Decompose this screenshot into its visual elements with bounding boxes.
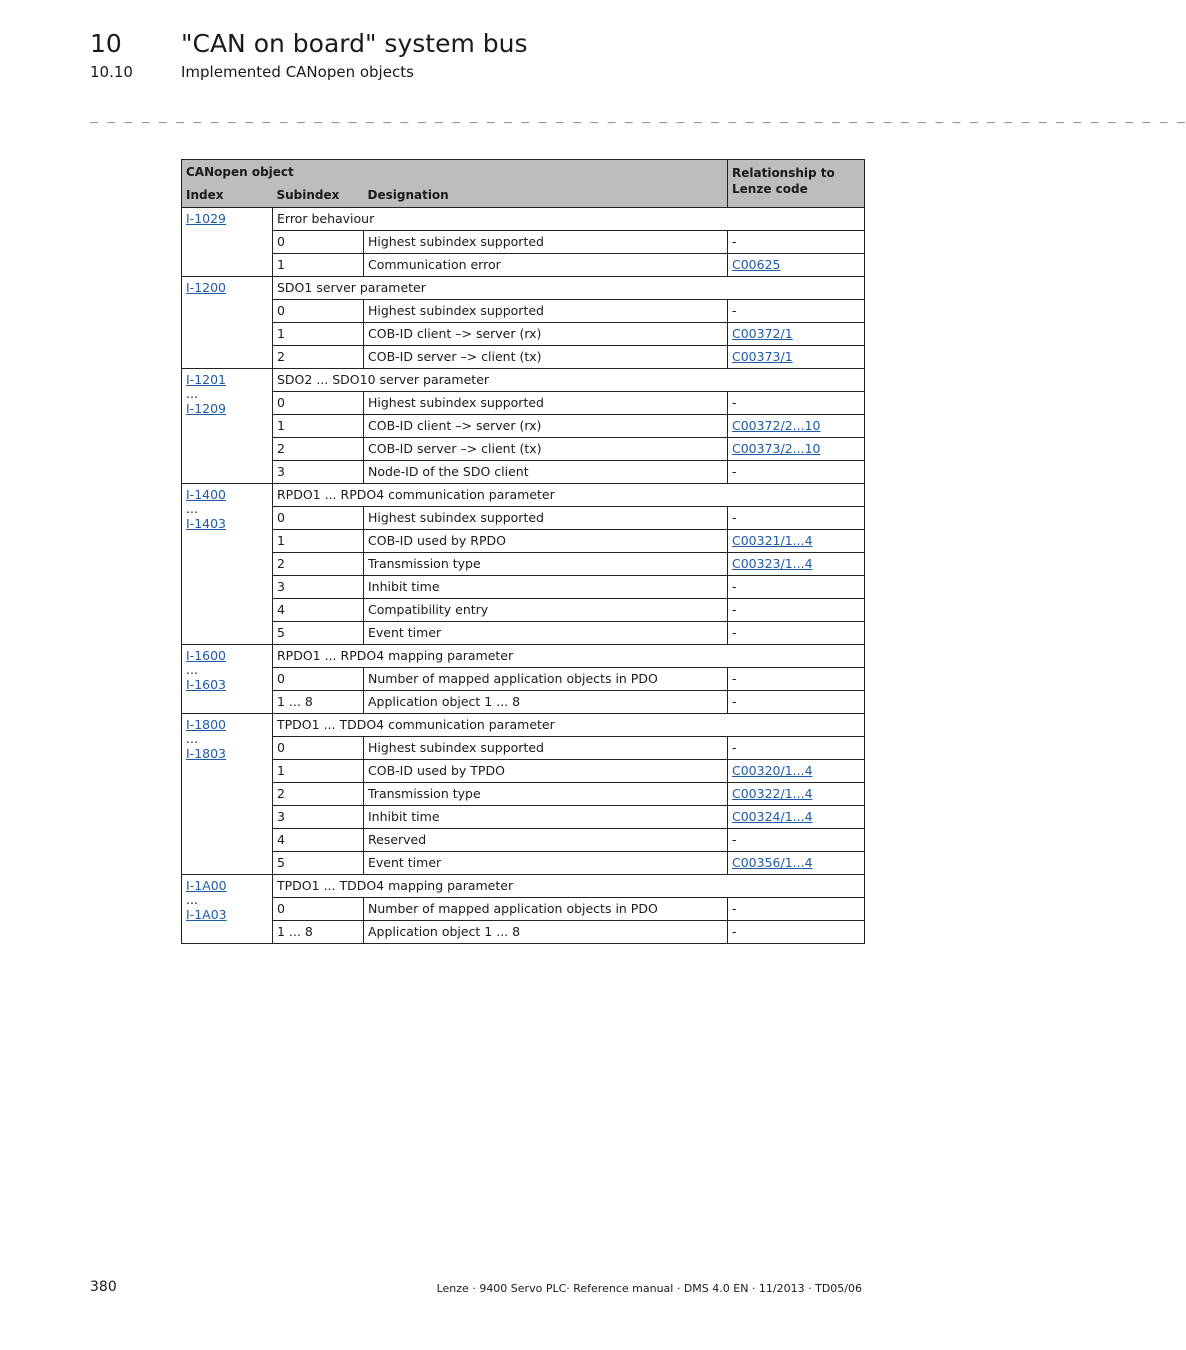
subindex-cell: 1	[273, 760, 364, 783]
lenze-code-link[interactable]: C00373/1	[732, 349, 793, 364]
section-title: Implemented CANopen objects	[181, 63, 414, 81]
designation-cell: COB-ID client –> server (rx)	[364, 323, 728, 346]
lenze-code-link[interactable]: C00373/2...10	[732, 441, 821, 456]
designation-cell: COB-ID client –> server (rx)	[364, 415, 728, 438]
lenze-code-link[interactable]: C00321/1...4	[732, 533, 813, 548]
designation-cell: COB-ID server –> client (tx)	[364, 346, 728, 369]
table-body	[182, 208, 865, 944]
index-cell	[182, 714, 273, 875]
designation-cell: Event timer	[364, 622, 728, 645]
section-number: 10.10	[90, 63, 133, 81]
subindex-cell: 2	[273, 783, 364, 806]
lenze-code-link[interactable]: C00356/1...4	[732, 855, 813, 870]
index-range-dots: ...	[186, 662, 198, 677]
index-range-dots: ...	[186, 731, 198, 746]
index-link[interactable]: I-1A00	[186, 878, 227, 893]
index-cell	[182, 277, 273, 369]
index-link[interactable]: I-1600	[186, 648, 227, 663]
subindex-cell: 0	[273, 507, 364, 530]
table-row	[182, 829, 865, 852]
group-title: Error behaviour	[273, 208, 865, 231]
lenze-code-cell	[728, 806, 865, 829]
designation-cell: Inhibit time	[364, 806, 728, 829]
canopen-objects-table	[181, 159, 865, 944]
lenze-code-cell	[728, 415, 865, 438]
lenze-code-cell	[728, 530, 865, 553]
lenze-code-cell	[728, 323, 865, 346]
designation-cell: Node-ID of the SDO client	[364, 461, 728, 484]
group-title-row	[182, 645, 865, 668]
index-link[interactable]: I-1603	[186, 677, 227, 692]
index-link[interactable]: I-1800	[186, 717, 227, 732]
designation-cell: Event timer	[364, 852, 728, 875]
designation-cell: Highest subindex supported	[364, 507, 728, 530]
lenze-code-cell: -	[728, 829, 865, 852]
index-cell	[182, 208, 273, 277]
index-link[interactable]: I-1803	[186, 746, 227, 761]
designation-cell: COB-ID used by TPDO	[364, 760, 728, 783]
index-link[interactable]: I-1403	[186, 516, 227, 531]
designation-cell: Number of mapped application objects in PDO	[364, 668, 728, 691]
header-canopen-object: CANopen object	[182, 160, 728, 185]
lenze-code-cell	[728, 438, 865, 461]
subindex-cell: 1	[273, 530, 364, 553]
lenze-code-cell: -	[728, 737, 865, 760]
subindex-cell: 0	[273, 898, 364, 921]
table-row	[182, 346, 865, 369]
designation-cell: Transmission type	[364, 783, 728, 806]
table-row	[182, 300, 865, 323]
designation-cell: Reserved	[364, 829, 728, 852]
table-row	[182, 691, 865, 714]
index-link[interactable]: I-1209	[186, 401, 227, 416]
lenze-code-link[interactable]: C00320/1...4	[732, 763, 813, 778]
lenze-code-link[interactable]: C00372/1	[732, 326, 793, 341]
page-number: 380	[90, 1279, 117, 1295]
table-row	[182, 507, 865, 530]
table-row	[182, 231, 865, 254]
index-range-dots: ...	[186, 501, 198, 516]
subindex-cell: 1	[273, 254, 364, 277]
subindex-cell: 0	[273, 737, 364, 760]
group-title: SDO1 server parameter	[273, 277, 865, 300]
subindex-cell: 2	[273, 553, 364, 576]
lenze-code-cell: -	[728, 576, 865, 599]
lenze-code-cell	[728, 254, 865, 277]
lenze-code-link[interactable]: C00372/2...10	[732, 418, 821, 433]
lenze-code-link[interactable]: C00324/1...4	[732, 809, 813, 824]
subindex-cell: 3	[273, 806, 364, 829]
designation-cell: COB-ID server –> client (tx)	[364, 438, 728, 461]
table-row	[182, 760, 865, 783]
lenze-code-link[interactable]: C00625	[732, 257, 781, 272]
group-title: SDO2 ... SDO10 server parameter	[273, 369, 865, 392]
lenze-code-cell	[728, 783, 865, 806]
header-relationship: Relationship to Lenze code	[728, 160, 865, 208]
designation-cell: Number of mapped application objects in PDO	[364, 898, 728, 921]
subindex-cell: 5	[273, 622, 364, 645]
subindex-cell: 1	[273, 415, 364, 438]
group-title: RPDO1 ... RPDO4 communication parameter	[273, 484, 865, 507]
table-row	[182, 622, 865, 645]
designation-cell: Application object 1 ... 8	[364, 921, 728, 944]
designation-cell: Application object 1 ... 8	[364, 691, 728, 714]
lenze-code-link[interactable]: C00323/1...4	[732, 556, 813, 571]
subindex-cell: 2	[273, 346, 364, 369]
group-title-row	[182, 369, 865, 392]
table-row	[182, 852, 865, 875]
lenze-code-cell: -	[728, 599, 865, 622]
header-rule: _ _ _ _ _ _ _ _ _ _ _ _ _ _ _ _ _ _ _ _ _ _ _ _ _ _ _ _ _ _ _ _ _ _ _ _ _ _ _ _ _ _ _ _ _ _ _ _ _ _ _ _ _ _ _ _ _ _ _ _ _ _ _ _	[90, 109, 1186, 124]
designation-cell: Communication error	[364, 254, 728, 277]
table-row	[182, 438, 865, 461]
table-row	[182, 668, 865, 691]
index-link[interactable]: I-1201	[186, 372, 227, 387]
lenze-code-link[interactable]: C00322/1...4	[732, 786, 813, 801]
table-row	[182, 530, 865, 553]
index-link[interactable]: I-1A03	[186, 907, 227, 922]
designation-cell: Highest subindex supported	[364, 392, 728, 415]
table-row	[182, 392, 865, 415]
header-designation: Designation	[364, 184, 728, 208]
table-row	[182, 737, 865, 760]
subindex-cell: 5	[273, 852, 364, 875]
footer-doc-info: Lenze · 9400 Servo PLC· Reference manual · DMS 4.0 EN · 11/2013 · TD05/06	[436, 1282, 862, 1295]
lenze-code-cell: -	[728, 668, 865, 691]
lenze-code-cell: -	[728, 392, 865, 415]
designation-cell: Inhibit time	[364, 576, 728, 599]
designation-cell: Compatibility entry	[364, 599, 728, 622]
subindex-cell: 0	[273, 668, 364, 691]
index-cell	[182, 645, 273, 714]
index-cell	[182, 369, 273, 484]
subindex-cell: 1	[273, 323, 364, 346]
group-title: TPDO1 ... TDDO4 mapping parameter	[273, 875, 865, 898]
lenze-code-cell	[728, 553, 865, 576]
subindex-cell: 0	[273, 231, 364, 254]
lenze-code-cell: -	[728, 300, 865, 323]
designation-cell: Highest subindex supported	[364, 300, 728, 323]
table-row	[182, 783, 865, 806]
header-subindex: Subindex	[273, 184, 364, 208]
lenze-code-cell	[728, 346, 865, 369]
lenze-code-cell: -	[728, 461, 865, 484]
group-title-row	[182, 208, 865, 231]
table-row	[182, 599, 865, 622]
table-row	[182, 461, 865, 484]
designation-cell: Transmission type	[364, 553, 728, 576]
lenze-code-cell: -	[728, 622, 865, 645]
index-cell	[182, 875, 273, 944]
index-range-dots: ...	[186, 892, 198, 907]
table-row	[182, 921, 865, 944]
chapter-title: "CAN on board" system bus	[181, 29, 528, 58]
lenze-code-cell	[728, 852, 865, 875]
subindex-cell: 4	[273, 829, 364, 852]
designation-cell: Highest subindex supported	[364, 737, 728, 760]
table-row	[182, 576, 865, 599]
group-title-row	[182, 484, 865, 507]
subindex-cell: 0	[273, 300, 364, 323]
group-title: TPDO1 ... TDDO4 communication parameter	[273, 714, 865, 737]
group-title-row	[182, 277, 865, 300]
header-index: Index	[182, 184, 273, 208]
subindex-cell: 1 ... 8	[273, 921, 364, 944]
group-title-row	[182, 714, 865, 737]
subindex-cell: 0	[273, 392, 364, 415]
index-link[interactable]: I-1029	[186, 211, 227, 226]
lenze-code-cell: -	[728, 507, 865, 530]
designation-cell: COB-ID used by RPDO	[364, 530, 728, 553]
lenze-code-cell	[728, 760, 865, 783]
designation-cell: Highest subindex supported	[364, 231, 728, 254]
subindex-cell: 3	[273, 576, 364, 599]
chapter-number: 10	[90, 29, 122, 58]
table-row	[182, 553, 865, 576]
subindex-cell: 2	[273, 438, 364, 461]
table-row	[182, 415, 865, 438]
subindex-cell: 1 ... 8	[273, 691, 364, 714]
lenze-code-cell: -	[728, 898, 865, 921]
group-title: RPDO1 ... RPDO4 mapping parameter	[273, 645, 865, 668]
table-row	[182, 254, 865, 277]
index-cell	[182, 484, 273, 645]
table-row	[182, 323, 865, 346]
table-row	[182, 898, 865, 921]
subindex-cell: 4	[273, 599, 364, 622]
lenze-code-cell: -	[728, 691, 865, 714]
lenze-code-cell: -	[728, 231, 865, 254]
table-row	[182, 806, 865, 829]
subindex-cell: 3	[273, 461, 364, 484]
group-title-row	[182, 875, 865, 898]
lenze-code-cell: -	[728, 921, 865, 944]
index-link[interactable]: I-1400	[186, 487, 227, 502]
index-link[interactable]: I-1200	[186, 280, 227, 295]
index-range-dots: ...	[186, 386, 198, 401]
